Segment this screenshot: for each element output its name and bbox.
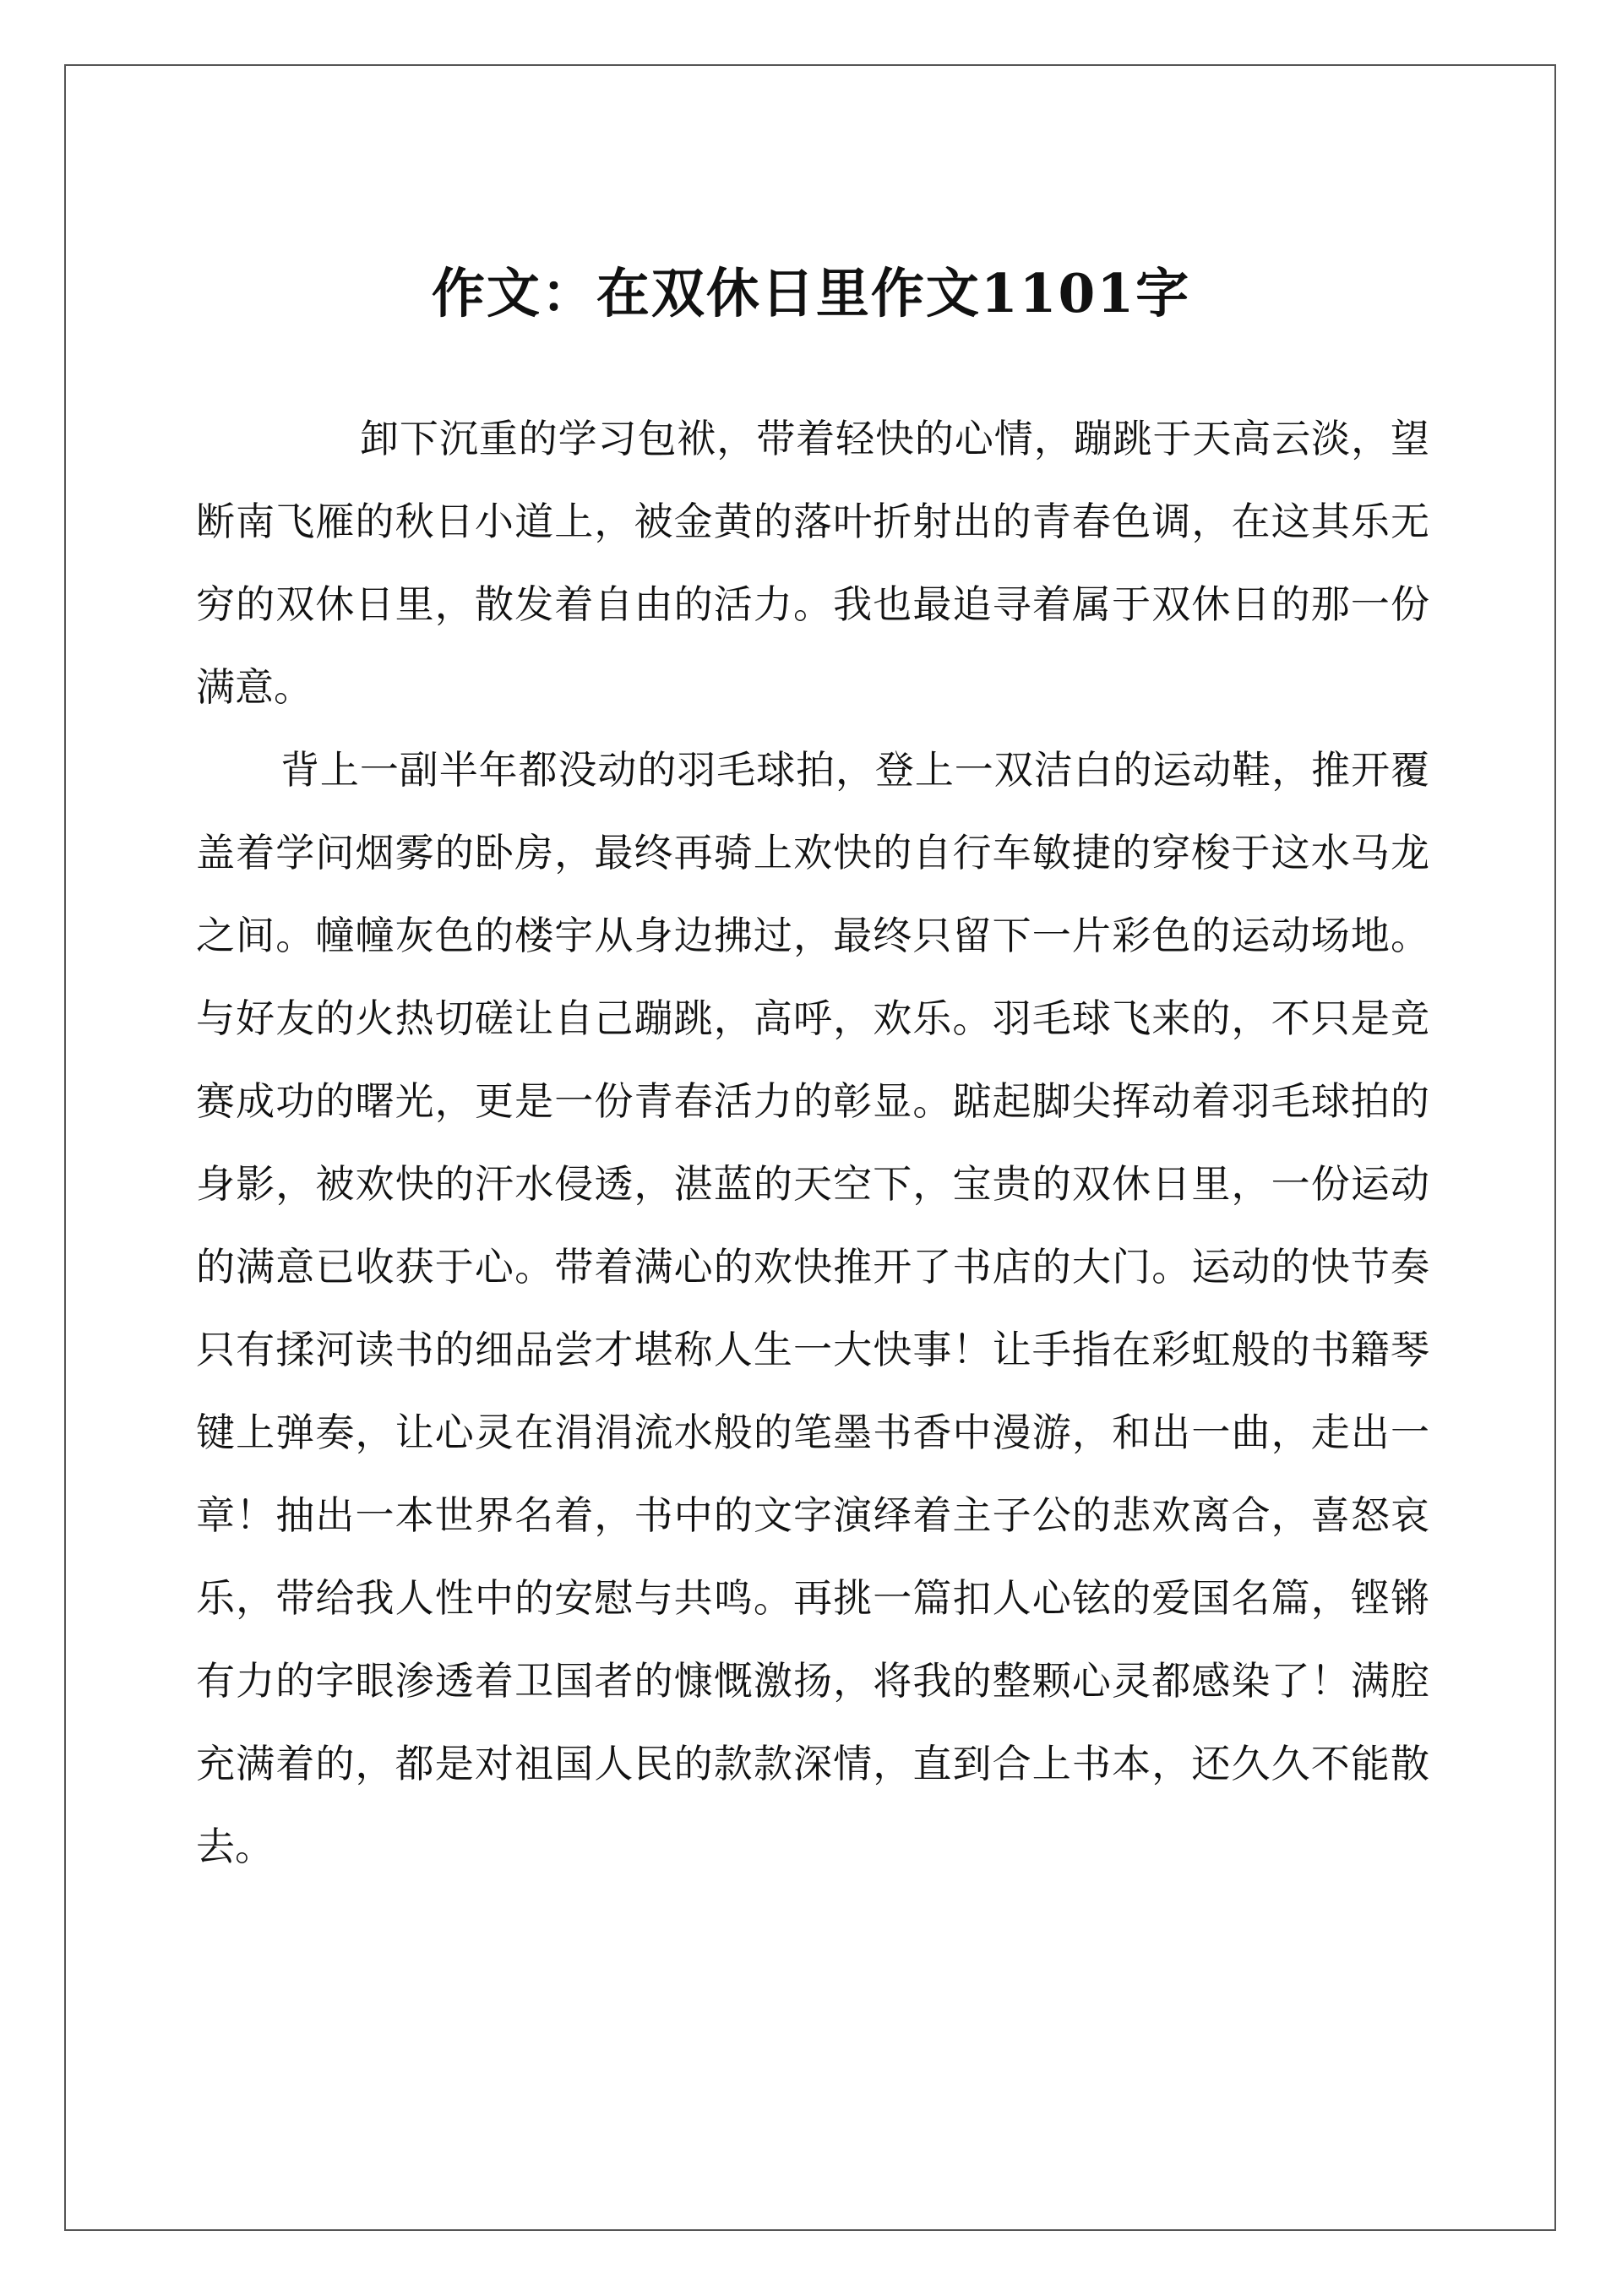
paragraph-2: 背上一副半年都没动的羽毛球拍，登上一双洁白的运动鞋，推开覆盖着学问烟雾的卧房，最终再骑上欢快的自行车敏捷的穿梭于这水马龙之间。幢幢灰色的楼宇从身边拂过，最终只留下一片彩色的运动场地。与好友的火热切磋让自己蹦跳，高呼，欢乐。羽毛球飞来的，不只是竞赛成功的曙光，更是一份青春活力的彰显。踮起脚尖挥动着羽毛球拍的身影，被欢快的汗水侵透，湛蓝的天空下，宝贵的双休日里，一份运动的满意已收获于心。带着满心的欢快推开了书店的大门。运动的快节奏只有揉河读书的细品尝才堪称人生一大快事！让手指在彩虹般的书籍琴键上弹奏，让心灵在涓涓流水般的笔墨书香中漫游，和出一曲，走出一章！抽出一本世界名着，书中的文字演绎着主子公的悲欢离合，喜怒哀乐，带给我人性中的安慰与共鸣。再挑一篇扣人心铉的爱国名篇，铿锵有力的字眼渗透着卫国者的慷慨激扬，将我的整颗心灵都感染了！满腔充满着的，都是对祖国人民的款款深情，直到合上书本，还久久不能散去。: [196, 747, 1429, 1869]
essay-body: [196, 397, 1429, 1888]
paragraph-1: 卸下沉重的学习包袱，带着轻快的心情，蹦跳于天高云淡，望断南飞雁的秋日小道上，被金黄的落叶折射出的青春色调，在这其乐无穷的双休日里，散发着自由的活力。我也最追寻着属于双休日的那一份满意。: [196, 416, 1429, 710]
page-title: 作文：在双休日里作文1101字: [431, 262, 1191, 324]
